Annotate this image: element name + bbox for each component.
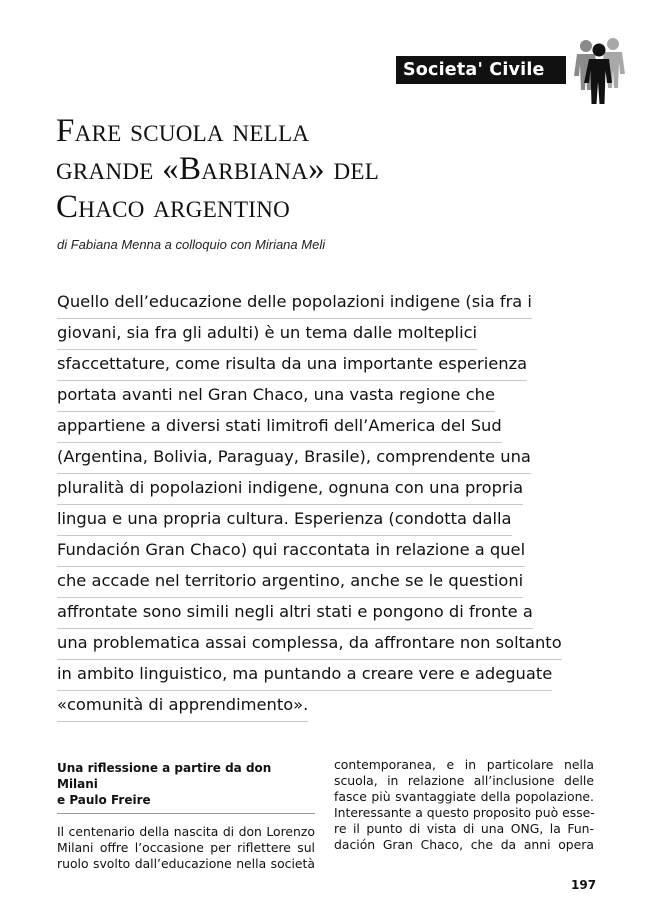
lead-line: Fundación Gran Chaco) qui raccontata in relazione a quel	[57, 536, 525, 567]
lead-line: una problematica assai complessa, da affrontare non soltanto	[57, 629, 562, 660]
title-line: Fare scuola nella	[56, 113, 310, 149]
body-line: ruolo svolto dall’educazione nella società	[57, 856, 315, 871]
lead-paragraph	[57, 288, 577, 722]
title-line: grande «Barbiana» del	[56, 151, 380, 187]
lead-line: lingua e una propria cultura. Esperienza (condotta dalla	[57, 505, 512, 536]
lead-line: Quello dell’educazione delle popolazioni indigene (sia fra i	[57, 288, 532, 319]
body-line: Il centenario della nascita di don Lorenzo	[57, 824, 315, 839]
lead-line: portata avanti nel Gran Chaco, una vasta regione che	[57, 381, 495, 412]
body-line: scuola, in relazione all’inclusione delle	[334, 773, 594, 788]
body-column-right	[334, 757, 594, 853]
body-column-left	[57, 760, 315, 872]
page-number: 197	[571, 878, 597, 892]
lead-line: in ambito linguistico, ma puntando a creare vere e adeguate	[57, 660, 552, 691]
section-heading-line: e Paulo Freire	[57, 793, 151, 807]
body-line: Interessante a questo proposito può esse-	[334, 805, 595, 820]
lead-line: «comunità di apprendimento».	[57, 691, 308, 722]
body-line: contemporanea, e in particolare nella	[334, 757, 594, 772]
body-line: dación Gran Chaco, che da anni opera	[334, 837, 594, 852]
section-heading	[57, 760, 315, 814]
title-line: Chaco argentino	[56, 189, 291, 225]
body-line: fasce più svantaggiate della popolazione.	[334, 789, 594, 804]
section-tag: Societa' Civile	[396, 56, 566, 84]
article-title	[56, 112, 616, 226]
lead-line: affrontate sono simili negli altri stati e pongono di fronte a	[57, 598, 533, 629]
lead-line: appartiene a diversi stati limitrofi dell’America del Sud	[57, 412, 502, 443]
byline: di Fabiana Menna a colloquio con Miriana Meli	[57, 237, 326, 252]
lead-line: pluralità di popolazioni indigene, ognuna con una propria	[57, 474, 523, 505]
section-heading-line: Una riflessione a partire da don Milani	[57, 761, 272, 791]
lead-line: che accade nel territorio argentino, anche se le questioni	[57, 567, 523, 598]
lead-line: sfaccettature, come risulta da una importante esperienza	[57, 350, 527, 381]
lead-line: giovani, sia fra gli adulti) è un tema dalle molteplici	[57, 319, 477, 350]
body-line: re il punto di vista di una ONG, la Fun-	[334, 821, 594, 836]
lead-line: (Argentina, Bolivia, Paraguay, Brasile), comprendente una	[57, 443, 531, 474]
people-group-icon	[570, 36, 630, 108]
body-line: Milani offre l’occasione per riflettere sul	[57, 840, 315, 855]
